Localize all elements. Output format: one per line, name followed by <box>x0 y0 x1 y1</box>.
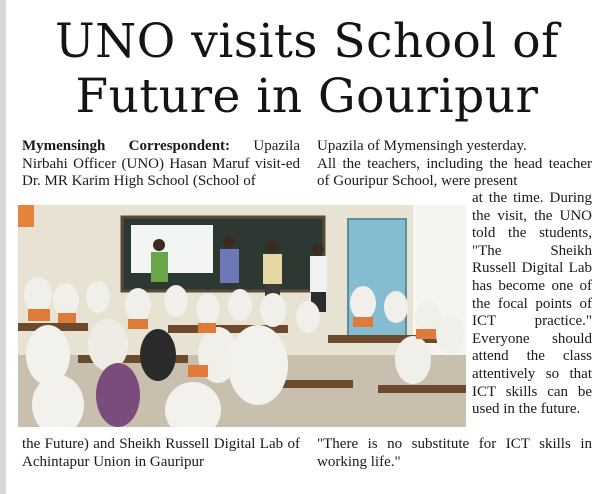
lead-paragraph <box>22 138 300 191</box>
continuation-column <box>22 436 300 471</box>
continuation-paragraph: the Future) and Sheikh Russell Digital Lab of Achintapur Union in Gauripur <box>22 436 300 470</box>
quote-paragraph: "There is no substitute for ICT skills in working life." <box>317 436 592 470</box>
article-right-column <box>317 138 592 191</box>
projection-screen <box>131 225 213 273</box>
classroom-photo-svg <box>18 205 466 427</box>
byline: Mymensingh Correspondent: <box>22 138 231 154</box>
classroom-photo <box>18 205 466 427</box>
right-paragraph-2: All the teachers, including the head teacher of Gouripur School, were present <box>317 155 592 190</box>
window-frame <box>18 205 34 227</box>
headline-line-1: UNO visits School of <box>55 14 559 69</box>
quote-column <box>317 436 592 471</box>
narrow-paragraph: at the time. During the visit, the UNO told the students, "The Sheikh Russell Digital Lab has become one of the focal points of ICT practice." Everyone should attend the class attentively so that ICT skills can be used in the future. <box>472 190 592 418</box>
lead-text: Upazila Nirbahi Officer (UNO) Hasan Maruf visit-ed Dr. MR Karim High School (School of <box>22 138 300 190</box>
article-lead-column <box>22 138 300 191</box>
headline-line-2: Future in Gouripur <box>75 69 539 124</box>
right-paragraph-1: Upazila of Mymensingh yesterday. <box>317 138 527 154</box>
headline <box>0 14 614 124</box>
article-narrow-column <box>472 190 592 419</box>
